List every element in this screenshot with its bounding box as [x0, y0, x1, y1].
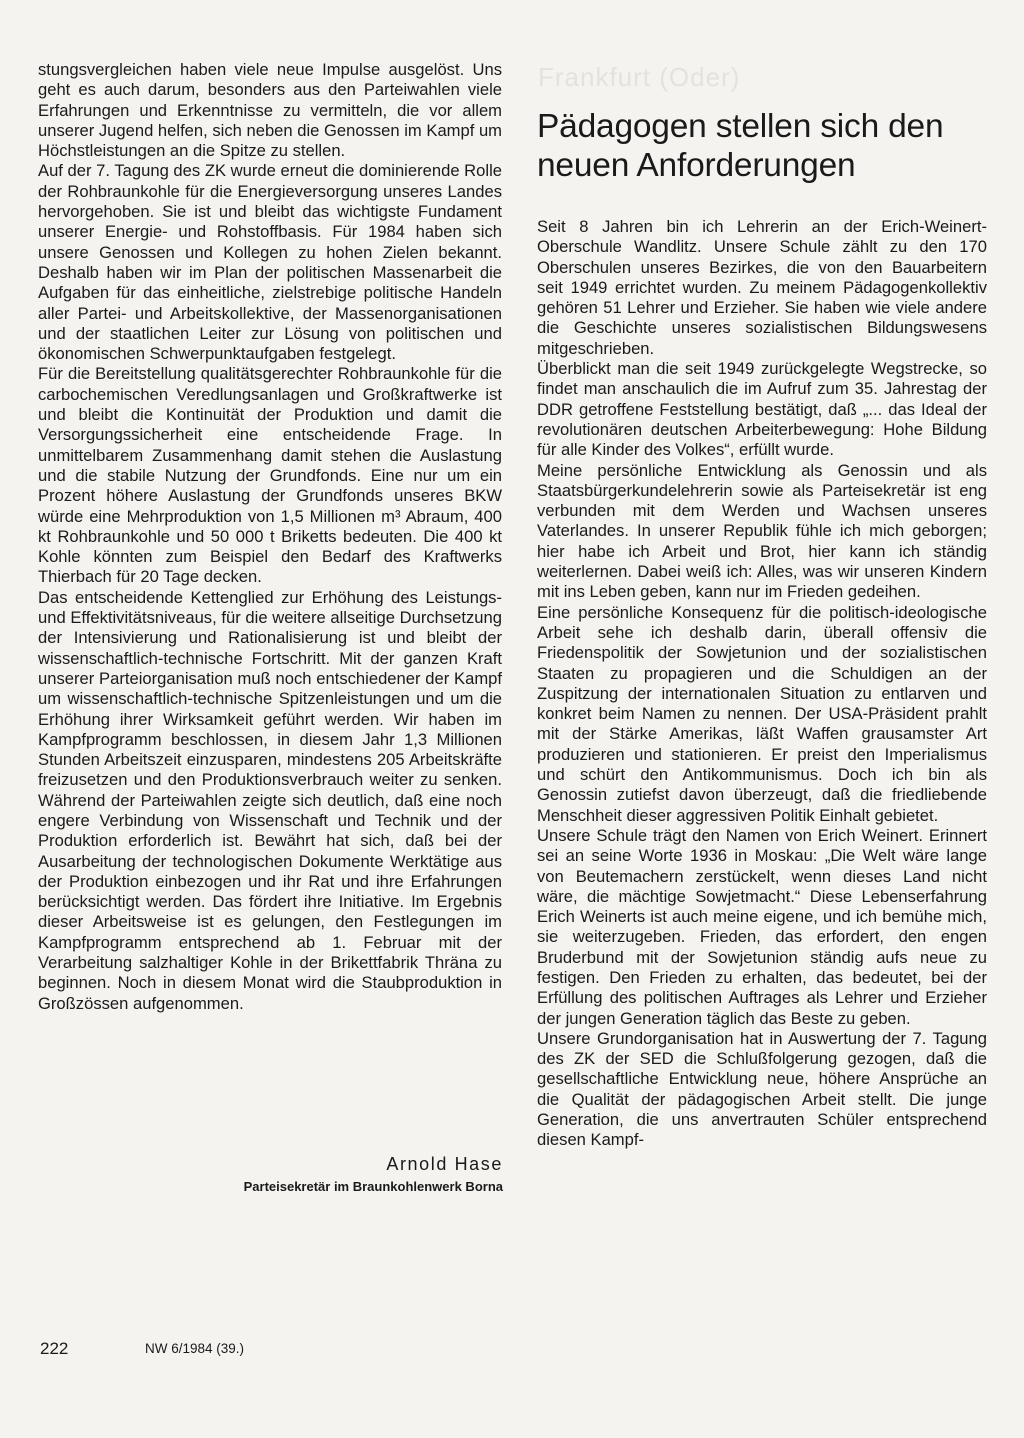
paragraph: stungsvergleichen haben viele neue Impulse ausgelöst. Uns geht es auch darum, besonders aus den Parteiwahlen viele Erfahrungen und Erkenntnisse zu vermitteln, die vor allem unserer Jugend helfen, sich neben die Genossen im Kampf um Höchstleistungen an die Spitze zu stellen. — [38, 60, 502, 161]
page-number: 222 — [40, 1339, 69, 1358]
paragraph: Auf der 7. Tagung des ZK wurde erneut die dominierende Rolle der Rohbraunkohle für die Energieversorgung unseres Landes hervorgehoben. Sie ist und bleibt das wichtigste Fundament unserer Energie- und Rohstoffbasis. Für 1984 haben sich unsere Genossen und Kollegen zu hohen Zielen bekannt. Deshalb haben wir im Plan der politischen Massenarbeit die Aufgaben für das einheitliche, zielstrebige politische Handeln aller Partei- und Arbeitskollektive, der Massenorganisationen und der staatlichen Leiter zur Lösung von politischen und ökonomischen Schwerpunktaufgaben festgelegt. — [38, 161, 502, 364]
paragraph: Unsere Schule trägt den Namen von Erich Weinert. Erinnert sei an seine Worte 1936 in Moskau: „Die Welt wäre lange von Beutemachern zerstückelt, wenn dieses Land nicht wäre, die mächtige Sowjetmacht.“ Diese Lebenserfahrung Erich Weinerts ist auch meine eigene, und ich bemühe mich, sie weiterzugeben. Frieden, das erfordert, den engen Bruderbund mit der Sowjetunion ständig aufs neue zu festigen. Den Frieden zu erhalten, das bedeutet, bei der Erfüllung des politischen Auftrages als Lehrer und Erzieher der jungen Generation täglich das Beste zu geben. — [537, 825, 987, 1028]
paragraph: Überblickt man die seit 1949 zurückgelegte Wegstrecke, so findet man anschaulich die im Aufruf zum 35. Jahrestag der DDR getroffene Feststellung bestätigt, daß „... das Ideal der revolutionären deutschen Arbeiterbewegung: Hohe Bildung für alle Kinder des Volkes“, erfüllt wurde. — [537, 359, 987, 460]
right-column — [537, 217, 987, 1151]
paragraph: Das entscheidende Kettenglied zur Erhöhung des Leistungs- und Effektivitätsniveaus, für die weitere allseitige Durchsetzung der Intensivierung und Rationalisierung ist und bleibt der wissenschaftlich-technische Fortschritt. Mit der ganzen Kraft unserer Parteiorganisation muß noch entschiedener der Kampf um wissenschaftlich-technische Spitzenleistungen und um die Erhöhung ihrer Wirksamkeit geführt werden. Wir haben im Kampfprogramm beschlossen, in diesem Jahr 1,3 Millionen Stunden Arbeitszeit einzusparen, mindestens 205 Arbeitskräfte freizusetzen und den Produktionsverbrauch weiter zu senken. Während der Parteiwahlen zeigte sich deutlich, daß eine noch engere Verbindung von Wissenschaft und Technik und der Produktion erforderlich ist. Bewährt hat sich, daß bei der Ausarbeitung der technologischen Dokumente Werktätige aus der Produktion einbezogen und ihr Rat und ihre Erfahrungen berücksichtigt werden. Das fördert ihre Initiative. Im Ergebnis dieser Arbeitsweise ist es gelungen, den Festlegungen im Kampfprogramm entsprechend ab 1. Februar mit der Verarbeitung salzhaltiger Kohle in der Brikettfabrik Thräna zu beginnen. Noch in diesem Monat wird die Staubproduktion in Großzössen aufgenommen. — [38, 587, 502, 1013]
author-signature — [244, 1153, 503, 1196]
paragraph: Unsere Grundorganisation hat in Auswertung der 7. Tagung des ZK der SED die Schlußfolgerung gezogen, daß die gesellschaftliche Entwicklung neue, höhere Ansprüche an die Qualität der pädagogischen Arbeit stellt. Die junge Generation, die uns anvertrauten Schüler entsprechend diesen Kampf- — [537, 1028, 987, 1150]
paragraph: Seit 8 Jahren bin ich Lehrerin an der Erich-Weinert-Oberschule Wandlitz. Unsere Schule zählt zu den 170 Oberschulen unseres Bezirkes, die von den Bauarbeitern seit 1949 errichtet wurden. Zu meinem Pädagogenkollektiv gehören 51 Lehrer und Erzieher. Sie haben wie viele andere die Geschichte unseres sozialistischen Bildungswesens mitgeschrieben. — [537, 217, 987, 358]
faded-watermark: Frankfurt (Oder) — [538, 62, 741, 92]
paragraph: Meine persönliche Entwicklung als Genossin und als Staatsbürgerkundelehrerin sowie als Parteisekretär ist eng verbunden mit dem Werden und Wachsen unseres Vaterlandes. In unserer Republik fühle ich mich geborgen; hier habe ich Arbeit und Brot, hier kann ich ständig weiterlernen. Dabei weiß ich: Alles, was wir unseren Kindern mit ins Leben geben, kann nur im Frieden gedeihen. — [537, 460, 987, 602]
article-headline: Pädagogen stellen sich den neuen Anforderungen — [537, 108, 944, 184]
paragraph: Für die Bereitstellung qualitätsgerechter Rohbraunkohle für die carbochemischen Veredlungsanlagen und Großkraftwerke ist und bleibt die Kontinuität der Produktion und damit die Versorgungssicherheit eine entscheidende Frage. In unmittelbarem Zusammenhang damit stehen die Auslastung und die stabile Nutzung der Grundfonds. Eine nur um ein Prozent höhere Auslastung der Grundfonds unseres BKW würde eine Mehrproduktion von 1,5 Millionen m³ Abraum, 400 kt Rohbraunkohle und 50 000 t Briketts bedeuten. Die 400 kt Kohle könnten zum Beispiel den Bedarf des Kraftwerks Thierbach für 20 Tage decken. — [38, 364, 502, 587]
author-name: Arnold Hase — [386, 1154, 503, 1174]
issue-reference: NW 6/1984 (39.) — [145, 1341, 245, 1356]
paragraph: Eine persönliche Konsequenz für die politisch-ideologische Arbeit sehe ich deshalb darin, überall offensiv die Friedenspolitik der Sowjetunion und der sozialistischen Staaten zu propagieren und die Schuldigen an der Zuspitzung der internationalen Situation zu entlarven und konkret beim Namen zu nennen. Der USA-Präsident prahlt mit der Stärke Amerikas, läßt Waffen grausamster Art produzieren und stationieren. Er preist den Imperialismus und schürt den Antikommunismus. Doch ich bin als Genossin zutiefst davon überzeugt, daß die friedliebende Menschheit dieser aggressiven Politik Einhalt gebietet. — [537, 602, 987, 825]
author-role: Parteisekretär im Braunkohlenwerk Borna — [243, 1179, 503, 1194]
left-column — [38, 60, 502, 1014]
